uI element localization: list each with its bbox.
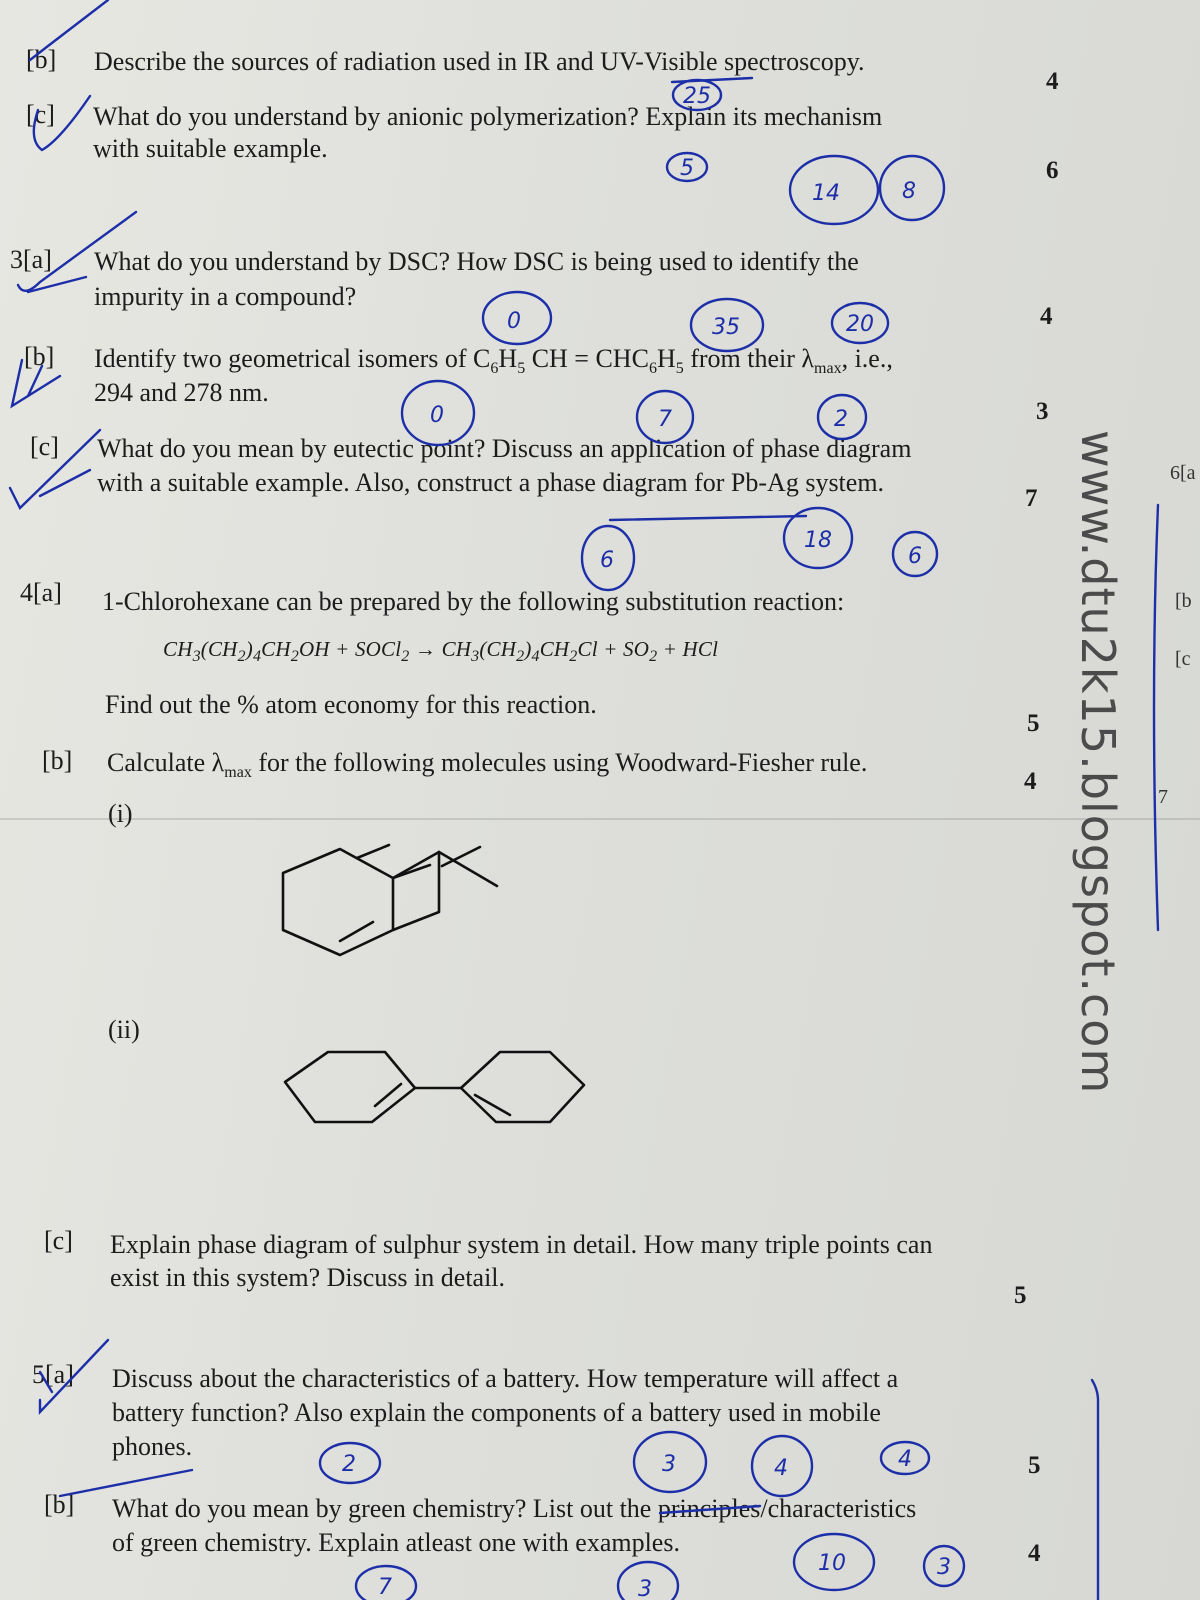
question-line: What do you mean by eutectic point? Discuss an application of phase diagram <box>97 434 912 463</box>
question-marks: 4 <box>1046 68 1059 95</box>
svg-text:7: 7 <box>658 407 672 432</box>
svg-text:6: 6 <box>600 548 614 573</box>
question-marks: 4 <box>1028 1540 1041 1567</box>
circled-score <box>794 1534 874 1590</box>
svg-text:10: 10 <box>818 1551 846 1576</box>
question-line: impurity in a compound? <box>94 282 357 311</box>
circled-score <box>673 80 721 110</box>
svg-text:7: 7 <box>378 1575 392 1600</box>
svg-text:0: 0 <box>507 309 521 334</box>
margin-fragment: 7 <box>1158 786 1168 808</box>
question-label: [b] <box>26 45 57 74</box>
question-line: exist in this system? Discuss in detail. <box>110 1263 506 1292</box>
circled-score <box>634 1432 706 1492</box>
circled-score <box>881 1442 929 1474</box>
question-line: battery function? Also explain the components of a battery used in mobile <box>112 1398 881 1427</box>
circled-score <box>667 153 707 181</box>
question-line: Explain phase diagram of sulphur system in detail. How many triple points can <box>110 1230 933 1259</box>
question-marks: 7 <box>1025 485 1038 512</box>
circled-score <box>752 1436 812 1496</box>
tick-mark <box>40 1340 108 1412</box>
circled-score <box>880 156 944 220</box>
sub-item-label: (ii) <box>108 1015 140 1044</box>
question-line: Find out the % atom economy for this reaction. <box>105 690 597 719</box>
margin-fragment: [b <box>1175 590 1192 612</box>
svg-text:8: 8 <box>902 179 916 204</box>
question-text: Describe the sources of radiation used in IR and UV-Visible spectroscopy. <box>94 47 865 76</box>
tick-mark <box>30 0 108 60</box>
circled-score <box>483 292 551 344</box>
question-label: 5[a] <box>32 1360 74 1389</box>
question-line: What do you mean by green chemistry? List out the principles/characteristics <box>112 1494 917 1523</box>
underline <box>610 78 806 1513</box>
question-label: [c] <box>26 100 55 129</box>
svg-text:3: 3 <box>662 1452 676 1477</box>
blog-watermark: www.dtu2k15.blogspot.com <box>1071 430 1125 1095</box>
question-line: What do you understand by DSC? How DSC is being used to identify the <box>94 247 859 276</box>
svg-text:3: 3 <box>937 1555 951 1580</box>
svg-text:2: 2 <box>834 407 848 432</box>
question-line: What do you understand by anionic polymerization? Explain its mechanism <box>93 102 883 131</box>
question-marks: 6 <box>1046 157 1059 184</box>
svg-text:5: 5 <box>680 156 694 181</box>
question-label: [c] <box>44 1226 73 1255</box>
question-line: 294 and 278 nm. <box>94 378 269 407</box>
question-label: [b] <box>24 342 55 371</box>
circled-score <box>402 381 474 445</box>
green-chem-underline <box>60 1470 192 1496</box>
circled-score <box>893 532 937 576</box>
question-line: Discuss about the characteristics of a battery. How temperature will affect a <box>112 1364 899 1393</box>
question-label: [b] <box>42 746 73 775</box>
circled-score <box>356 1566 416 1600</box>
svg-text:20: 20 <box>846 312 874 337</box>
question-marks: 4 <box>1040 303 1053 330</box>
circled-score <box>818 395 866 439</box>
circled-score <box>320 1443 380 1483</box>
question-line: Calculate $\lambda_{max}$ for the following molecules using Woodward-Fiesher rule. <box>107 748 868 782</box>
svg-text:14: 14 <box>812 181 840 206</box>
question-label: 3[a] <box>10 245 52 274</box>
question-line: of green chemistry. Explain atleast one with examples. <box>112 1528 680 1557</box>
svg-text:35: 35 <box>712 315 740 340</box>
question-marks: 5 <box>1027 710 1040 737</box>
svg-text:2: 2 <box>342 1452 356 1477</box>
question-line: 1-Chlorohexane can be prepared by the following substitution reaction: <box>102 587 845 616</box>
question-line: with a suitable example. Also, construct a phase diagram for Pb-Ag system. <box>97 468 885 497</box>
circled-score <box>582 526 634 590</box>
svg-text:4: 4 <box>898 1447 912 1472</box>
question-line: phones. <box>112 1432 193 1461</box>
circled-score <box>790 156 878 224</box>
margin-bracket <box>1092 505 1158 1600</box>
svg-text:6: 6 <box>908 544 922 569</box>
tick-mark <box>34 96 90 150</box>
tick-mark <box>10 430 100 508</box>
circled-score <box>637 391 693 443</box>
svg-text:18: 18 <box>804 528 832 553</box>
question-label: 4[a] <box>20 578 62 607</box>
question-marks: 5 <box>1014 1282 1027 1309</box>
question-marks: 3 <box>1036 398 1049 425</box>
margin-fragment: [c <box>1175 648 1191 670</box>
question-label: [b] <box>44 1490 75 1519</box>
sub-item-label: (i) <box>108 799 133 828</box>
tick-mark <box>18 212 136 292</box>
question-marks: 4 <box>1024 768 1037 795</box>
reaction-equation: $CH_3(CH_2)_4CH_2OH$ + SOCl$_2$ → $CH_3(CH_2)_4CH_2Cl + SO_2$ + HCl <box>163 637 719 666</box>
question-marks: 5 <box>1028 1452 1041 1479</box>
margin-fragment: 6[a <box>1170 462 1196 484</box>
question-line: with suitable example. <box>93 134 328 163</box>
question-label: [c] <box>30 432 59 461</box>
circled-score <box>691 299 763 351</box>
svg-text:4: 4 <box>774 1456 788 1481</box>
circled-score <box>784 508 852 568</box>
circled-score <box>924 1546 964 1586</box>
svg-text:25: 25 <box>683 84 711 109</box>
tick-mark <box>12 360 60 406</box>
question-line: Identify two geometrical isomers of $C_6H_5$ CH = $CHC_6H_5$ from their $\lambda_{max}$, i.e., <box>94 344 893 378</box>
circled-score <box>618 1562 678 1600</box>
svg-text:3: 3 <box>638 1577 652 1600</box>
svg-text:0: 0 <box>430 403 444 428</box>
circled-score <box>832 303 888 343</box>
